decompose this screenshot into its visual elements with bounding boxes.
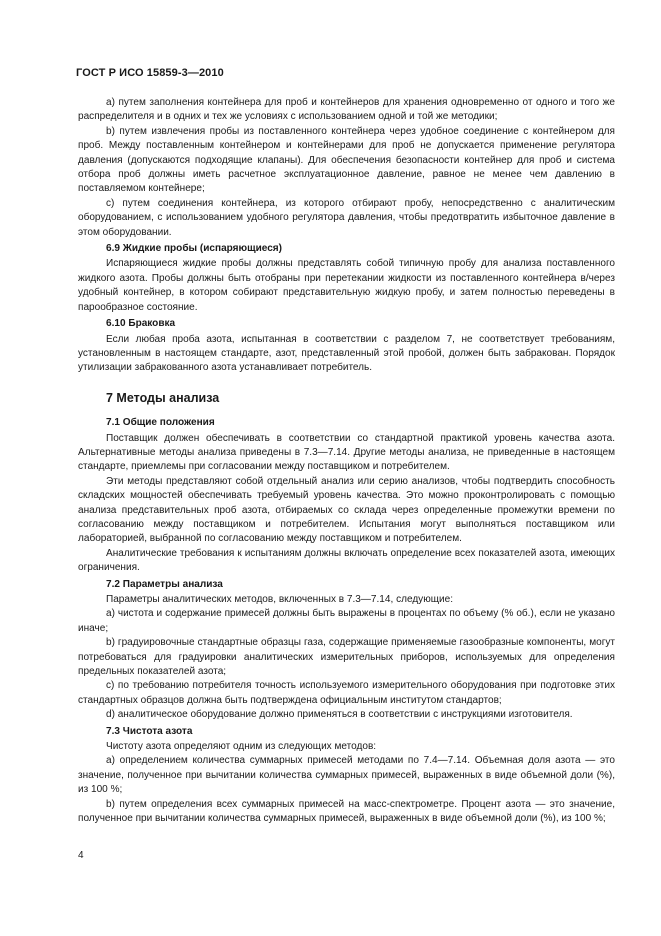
paragraph: a) чистота и содержание примесей должны быть выражены в процентах по объему (% об.), если не указано иначе; (78, 608, 615, 634)
section-heading-7: 7 Методы анализа (106, 390, 220, 405)
page-number: 4 (78, 850, 84, 861)
paragraph: a) путем заполнения контейнера для проб и контейнеров для хранения одновременно от одного и того же распределителя и в одних и тех же условиях с использованием одной и той же методики; (78, 97, 615, 123)
section-heading-6-10: 6.10 Браковка (106, 318, 176, 330)
paragraph: Если любая проба азота, испытанная в соответствии с разделом 7, не соответствует требованиям, установленным в настоящем стандарте, азот, представленный этой пробой, должен быть забракован. Порядок утилизации забракованного азота устанавливает потребитель. (78, 333, 615, 374)
paragraph: b) градуировочные стандартные образцы газа, содержащие применяемые газообразные компоненты, могут потребоваться для градуировки аналитических измерительных приборов, используемых для определения предельных показателей азота; (78, 637, 615, 678)
page-header-title: ГОСТ Р ИСО 15859-3—2010 (76, 67, 224, 79)
paragraph: Параметры аналитических методов, включенных в 7.3—7.14, следующие: (106, 594, 453, 605)
document-body (78, 96, 615, 827)
section-heading-7-3: 7.3 Чистота азота (106, 725, 193, 737)
section-heading-7-2: 7.2 Параметры анализа (106, 578, 223, 590)
paragraph: Аналитические требования к испытаниям должны включать определение всех показателей азота, имеющих ограничения. (78, 547, 615, 574)
paragraph: Эти методы представляют собой отдельный анализ или серию анализов, чтобы подтвердить способность складских мощностей обеспечивать требуемый уровень качества. Это можно проконтролировать с помощью анализа представительных проб азота, отбираемых со склада через определенные промежутки времени по согласованию между поставщиком и потребителем. Испытания могут выполняться поставщиком или лабораторией, выбранной по согласованию между поставщиком и потребителем. (78, 475, 615, 545)
section-heading-6-9: 6.9 Жидкие пробы (испаряющиеся) (106, 243, 283, 255)
paragraph: Испаряющиеся жидкие пробы должны представлять собой типичную пробу для анализа поставленного жидкого азота. Пробы должны быть отобраны при перетекании жидкости из поставленного контейнера в/через удобный контейнер, в котором собирают представительную жидкую пробу, и затем полностью переведены в парообразное состояние. (78, 258, 615, 313)
paragraph: d) аналитическое оборудование должно применяться в соответствии с инструкциями изготовителя. (106, 709, 573, 721)
paragraph: b) путем извлечения пробы из поставленного контейнера через удобное соединение с контейнером для проб. Между поставленным контейнером и контейнерами для проб не допускается применение регулятора давления (допускаются подходящие клапаны). Для обеспечения безопасности контейнер для проб и система отбора проб должны иметь расчетное эксплуатационное давление, равное не менее чем давлению в поставляемом контейнере; (78, 125, 615, 195)
section-heading-7-1: 7.1 Общие положения (106, 417, 215, 429)
paragraph: c) путем соединения контейнера, из которого отбирают пробу, непосредственно с аналитическим оборудованием, с использованием удобного регулятора давления, чтобы предотвратить избыточное давление в этом оборудовании. (78, 197, 615, 238)
paragraph: Чистоту азота определяют одним из следующих методов: (106, 741, 377, 753)
paragraph: a) определением количества суммарных примесей методами по 7.4—7.14. Объемная доля азота — это значение, полученное при вычитании количества суммарных примесей, выраженных в виде объемной доли (%), из 100 %; (78, 755, 615, 796)
paragraph: b) путем определения всех суммарных примесей на масс-спектрометре. Процент азота — это значение, полученное при вычитании количества суммарных примесей, выраженных в виде объемной доли (%), из 100 %; (78, 798, 615, 825)
paragraph: Поставщик должен обеспечивать в соответствии со стандартной практикой уровень качества азота. Альтернативные методы анализа приведены в 7.3—7.14. Другие методы анализа, не приведенные в настоящем стандарте, приемлемы при согласовании между поставщиком и потребителем. (78, 432, 615, 473)
paragraph: c) по требованию потребителя точность используемого измерительного оборудования при подготовке этих стандартных образцов должна быть подтверждена официальным институтом стандартов; (78, 680, 615, 706)
